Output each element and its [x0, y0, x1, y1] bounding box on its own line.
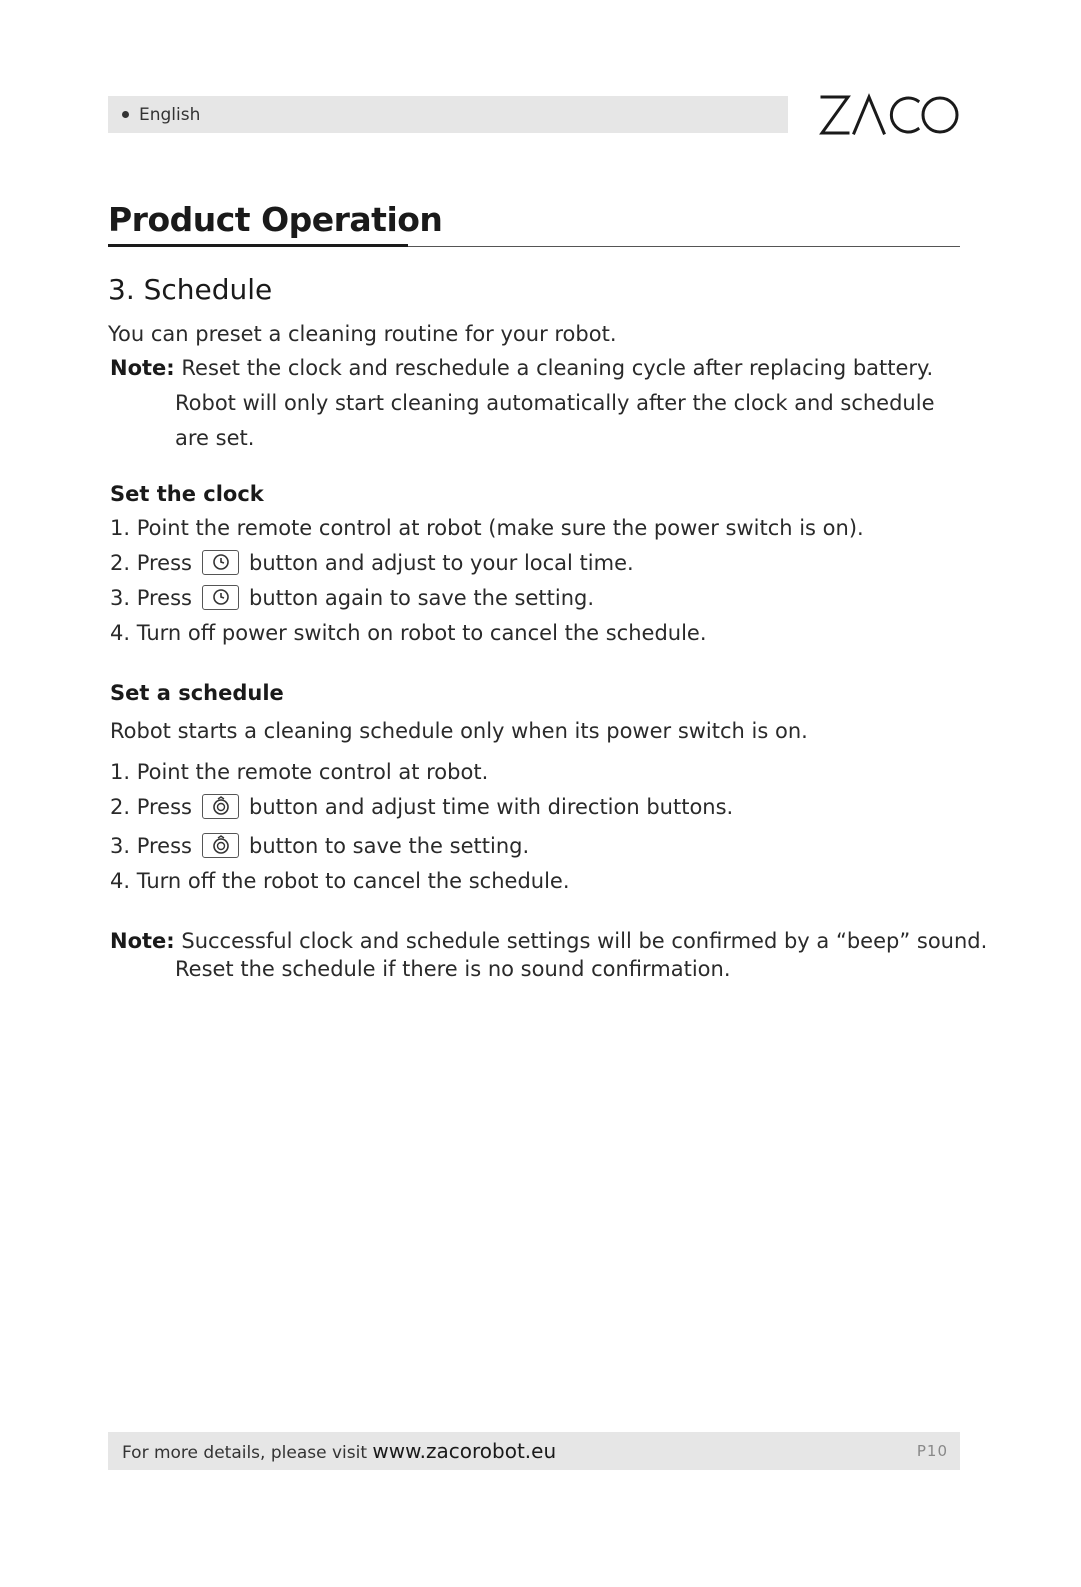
title-underline — [108, 244, 408, 247]
footer-bar — [108, 1432, 960, 1470]
step-prefix: 2. Press — [110, 795, 192, 819]
step-prefix: 3. Press — [110, 586, 192, 610]
schedule-intro: Robot starts a cleaning schedule only when its power switch is on. — [110, 719, 808, 743]
footer-url-link[interactable]: www.zacorobot.eu — [372, 1439, 557, 1463]
bullet-icon — [122, 111, 129, 118]
page-number: P10 — [916, 1442, 948, 1460]
subsection-title: 3. Schedule — [108, 273, 273, 306]
intro-text: You can preset a cleaning routine for your robot. — [108, 322, 617, 346]
note-1-line-2: Robot will only start cleaning automatically after the clock and schedule — [175, 391, 935, 415]
clock-step-4: 4. Turn off power switch on robot to cancel the schedule. — [110, 621, 707, 645]
schedule-button-icon — [202, 794, 239, 819]
schedule-step-4: 4. Turn off the robot to cancel the schedule. — [110, 869, 570, 893]
note-2-line-2: Reset the schedule if there is no sound confirmation. — [175, 957, 731, 981]
page-title: Product Operation — [108, 200, 443, 239]
set-schedule-heading: Set a schedule — [110, 681, 284, 705]
note-text: Reset the clock and reschedule a cleaning cycle after replacing battery. — [181, 356, 934, 380]
footer-text — [122, 1439, 556, 1463]
step-prefix: 3. Press — [110, 834, 192, 858]
note-2-line-1 — [110, 929, 987, 953]
step-suffix: button to save the setting. — [248, 834, 530, 858]
note-label: Note: — [110, 356, 175, 380]
step-suffix: button again to save the setting. — [248, 586, 595, 610]
clock-step-3 — [110, 586, 594, 612]
schedule-step-2 — [110, 795, 733, 821]
footer-label: For more details, please visit — [122, 1443, 367, 1463]
step-suffix: button and adjust to your local time. — [248, 551, 634, 575]
clock-step-1: 1. Point the remote control at robot (make sure the power switch is on). — [110, 516, 864, 540]
step-suffix: button and adjust time with direction buttons. — [248, 795, 734, 819]
schedule-button-icon — [202, 833, 239, 858]
step-prefix: 2. Press — [110, 551, 192, 575]
note-label: Note: — [110, 929, 175, 953]
zaco-logo — [818, 93, 960, 141]
note-1-line-3: are set. — [175, 426, 255, 450]
clock-button-icon — [202, 550, 239, 575]
clock-step-2 — [110, 551, 634, 577]
set-clock-heading: Set the clock — [110, 482, 264, 506]
clock-button-icon — [202, 585, 239, 610]
language-bar — [108, 96, 788, 133]
schedule-step-1: 1. Point the remote control at robot. — [110, 760, 489, 784]
schedule-step-3 — [110, 834, 529, 860]
zaco-logo-mark — [818, 93, 960, 137]
note-text: Successful clock and schedule settings will be confirmed by a “beep” sound. — [181, 929, 988, 953]
note-1-line-1 — [110, 356, 933, 380]
language-label: English — [139, 104, 201, 125]
